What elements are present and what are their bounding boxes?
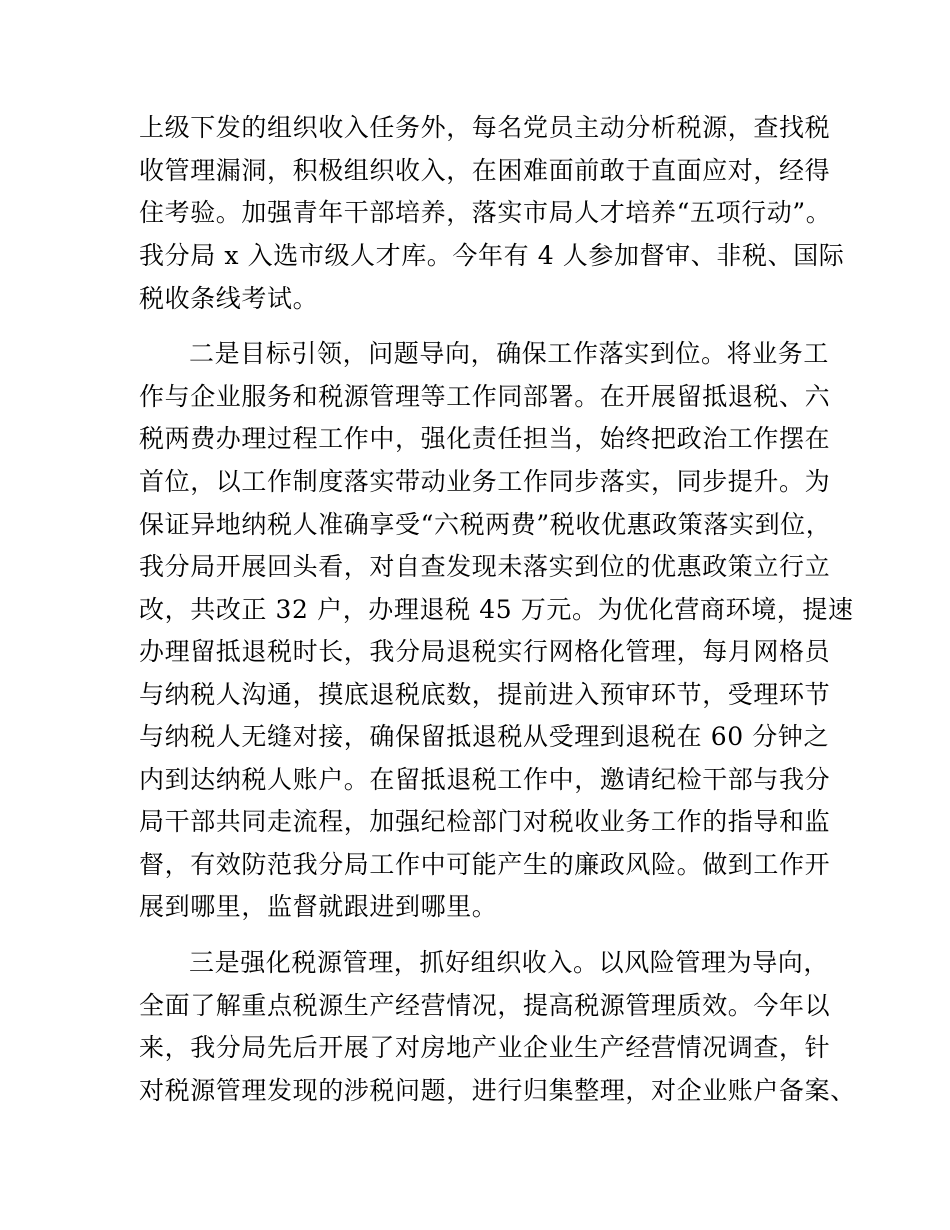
text-line: 督，有效防范我分局工作中可能产生的廉政风险。做到工作开 (139, 850, 831, 879)
text-line: 与纳税人无缝对接，确保留抵退税从受理到退税在 60 分钟之 (139, 722, 830, 751)
text-line: 二是目标引领，问题导向，确保工作落实到位。将业务工 (189, 339, 830, 368)
text-line: 我分局 x 入选市级人才库。今年有 4 人参加督审、非税、国际 (139, 241, 845, 270)
text-line: 税两费办理过程工作中，强化责任担当，始终把政治工作摆在 (139, 424, 831, 453)
text-line: 三是强化税源管理，抓好组织收入。以风险管理为导向， (189, 948, 830, 977)
text-line: 我分局开展回头看，对自查发现未落实到位的优惠政策立行立 (139, 552, 831, 581)
text-line: 住考验。加强青年干部培养，落实市局人才培养“五项行动”。 (139, 198, 832, 227)
text-line: 全面了解重点税源生产经营情况，提高税源管理质效。今年以 (139, 991, 831, 1020)
text-line: 改，共改正 32 户，办理退税 45 万元。为优化营商环境，提速 (139, 595, 854, 624)
text-line: 展到哪里，监督就跟进到哪里。 (139, 892, 498, 921)
text-line: 税收条线考试。 (139, 284, 319, 313)
text-line: 收管理漏洞，积极组织收入，在困难面前敢于直面应对，经得 (139, 156, 831, 185)
text-line: 局干部共同走流程，加强纪检部门对税收业务工作的指导和监 (139, 807, 831, 836)
text-line: 内到达纳税人账户。在留抵退税工作中，邀请纪检干部与我分 (139, 765, 831, 794)
text-line: 对税源管理发现的涉税问题，进行归集整理，对企业账户备案、 (139, 1076, 856, 1105)
text-line: 作与企业服务和税源管理等工作同部署。在开展留抵退税、六 (139, 382, 831, 411)
text-line: 办理留抵退税时长，我分局退税实行网格化管理，每月网格员 (139, 637, 831, 666)
text-line: 首位，以工作制度落实带动业务工作同步落实，同步提升。为 (139, 467, 831, 496)
text-line: 上级下发的组织收入任务外，每名党员主动分析税源，查找税 (139, 113, 831, 142)
text-line: 保证异地纳税人准确享受“六税两费”税收优惠政策落实到位， (139, 510, 832, 539)
text-line: 与纳税人沟通，摸底退税底数，提前进入预审环节，受理环节 (139, 680, 831, 709)
text-line: 来，我分局先后开展了对房地产业企业生产经营情况调查，针 (139, 1033, 831, 1062)
